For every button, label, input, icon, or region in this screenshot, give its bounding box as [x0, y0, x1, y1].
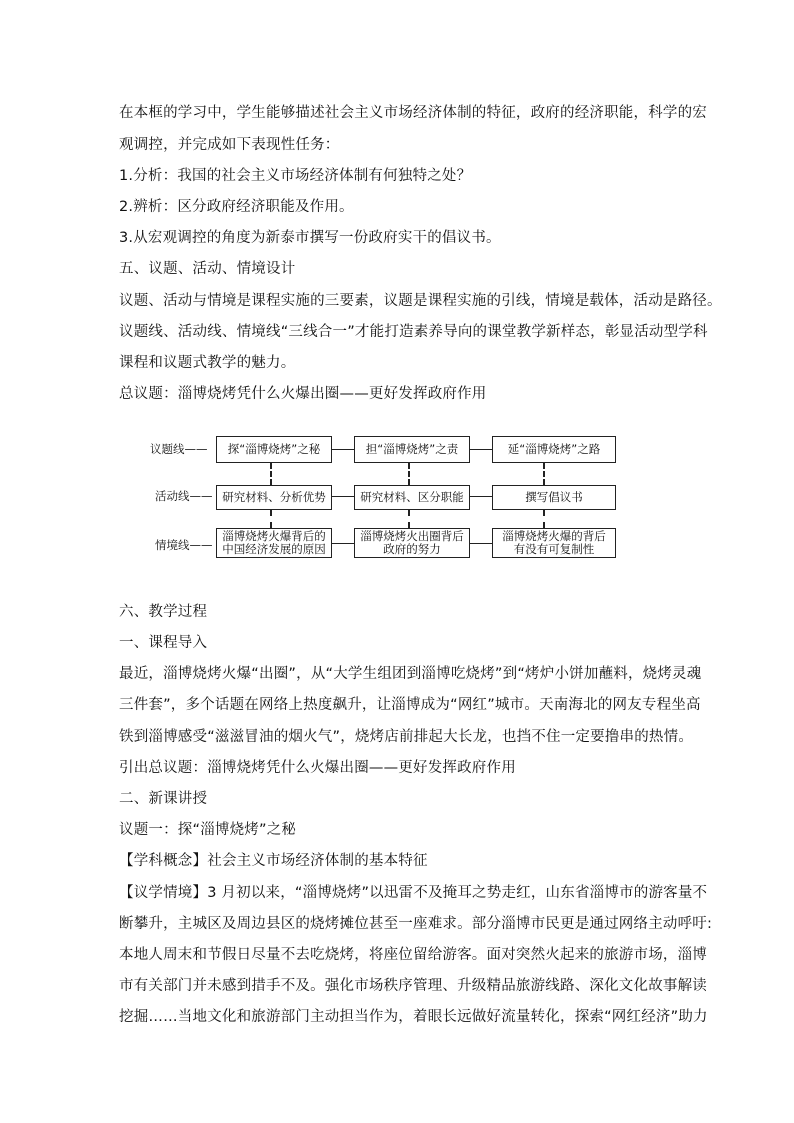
paragraph-line: 断攀升，主城区及周边县区的烧烤摊位甚至一座难求。部分淄博市民更是通过网络主动呼吁: [119, 916, 713, 932]
connector-dashed [543, 463, 545, 485]
paragraph-line: 三件套”，多个话题在网络上热度飙升，让淄博成为“网红”城市。天南海北的网友专程坐高 [119, 697, 701, 713]
connector-line [332, 449, 354, 450]
connector-line [332, 543, 354, 544]
box-text: 探“淄博烧烤”之秘 [227, 442, 321, 456]
topic-box [354, 436, 470, 463]
activity-box [354, 485, 470, 510]
box-text: 研究材料、区分职能 [360, 490, 464, 504]
context-box [354, 528, 470, 558]
box-text: 延“淄博烧烤”之路 [507, 442, 601, 456]
paragraph-line: 【议学情境】3 月初以来，“淄博烧烤”以迅雷不及掩耳之势走红，山东省淄博市的游客量不 [119, 885, 708, 901]
box-text: 淄博烧烤火爆的背后 [502, 529, 606, 543]
activity-box [492, 485, 616, 510]
paragraph-line: 最近，淄博烧烤火爆“出圈”，从“大学生组团到淄博吃烧烤”到“烤炉小饼加蘸料，烧烤灵魂 [119, 666, 702, 682]
intro-topic: 引出总议题：淄博烧烤凭什么火爆出圈——更好发挥政府作用 [119, 760, 516, 776]
paragraph-line: 议题、活动与情境是课程实施的三要素，议题是课程实施的引线，情境是载体，活动是路径。 [119, 293, 722, 309]
paragraph-line: 观调控，并完成如下表现性任务： [119, 137, 340, 153]
box-text: 研究材料、分析优势 [222, 490, 326, 504]
paragraph-line: 市有关部门并未感到措手不及。强化市场秩序管理、升级精品旅游线路、深化文化故事解读 [119, 978, 707, 994]
subsection-heading: 二、新课讲授 [119, 791, 208, 807]
task-item: 1.分析：我国的社会主义市场经济体制有何独特之处？ [119, 168, 472, 184]
paragraph-line: 在本框的学习中，学生能够描述社会主义市场经济体制的特征，政府的经济职能，科学的宏 [119, 105, 707, 121]
activity-box [216, 485, 332, 510]
context-box [216, 528, 332, 558]
paragraph-line: 课程和议题式教学的魅力。 [119, 355, 296, 371]
connector-dashed [270, 463, 272, 485]
subsection-heading: 一、课程导入 [119, 635, 208, 651]
row-label-topic-line: 议题线—— [150, 442, 208, 456]
section-heading: 五、议题、活动、情境设计 [119, 261, 296, 277]
paragraph-line: 挖掘……当地文化和旅游部门主动担当作为，着眼长远做好流量转化，探索“网红经济”助力 [119, 1009, 708, 1025]
connector-dashed [408, 510, 410, 528]
box-text: 政府的努力 [383, 542, 441, 556]
overall-topic: 总议题：淄博烧烤凭什么火爆出圈——更好发挥政府作用 [119, 386, 487, 402]
paragraph-line: 铁到淄博感受“滋滋冒油的烟火气”，烧烤店前排起大长龙，也挡不住一定要撸串的热情。 [119, 729, 694, 745]
connector-line [332, 496, 354, 497]
box-text: 淄博烧烤火爆背后的 [222, 529, 326, 543]
connector-line [470, 496, 492, 497]
row-label-activity-line: 活动线—— [155, 489, 213, 503]
box-text: 有没有可复制性 [513, 542, 595, 556]
connector-line [470, 543, 492, 544]
box-text: 淄博烧烤火出圈背后 [360, 529, 464, 543]
topic-heading: 议题一：探“淄博烧烤”之秘 [119, 822, 297, 838]
paragraph-line: 议题线、活动线、情境线“三线合一”才能打造素养导向的课堂教学新样态，彰显活动型学科 [119, 324, 708, 340]
section-heading: 六、教学过程 [119, 604, 208, 620]
three-line-diagram [150, 430, 630, 565]
box-text: 撰写倡议书 [525, 490, 583, 504]
connector-dashed [543, 510, 545, 528]
task-item: 2.辨析：区分政府经济职能及作用。 [119, 199, 354, 215]
connector-dashed [270, 510, 272, 528]
paragraph-line: 本地人周末和节假日尽量不去吃烧烤，将座位留给游客。面对突然火起来的旅游市场，淄博 [119, 947, 707, 963]
context-box [492, 528, 616, 558]
topic-box [216, 436, 332, 463]
task-item: 3.从宏观调控的角度为新泰市撰写一份政府实干的倡议书。 [119, 230, 501, 246]
box-text: 中国经济发展的原因 [222, 542, 326, 556]
box-text: 担“淄博烧烤”之责 [365, 442, 459, 456]
connector-dashed [408, 463, 410, 485]
row-label-context-line: 情境线—— [155, 538, 213, 552]
topic-box [492, 436, 616, 463]
concept-heading: 【学科概念】社会主义市场经济体制的基本特征 [119, 853, 428, 869]
connector-line [470, 449, 492, 450]
